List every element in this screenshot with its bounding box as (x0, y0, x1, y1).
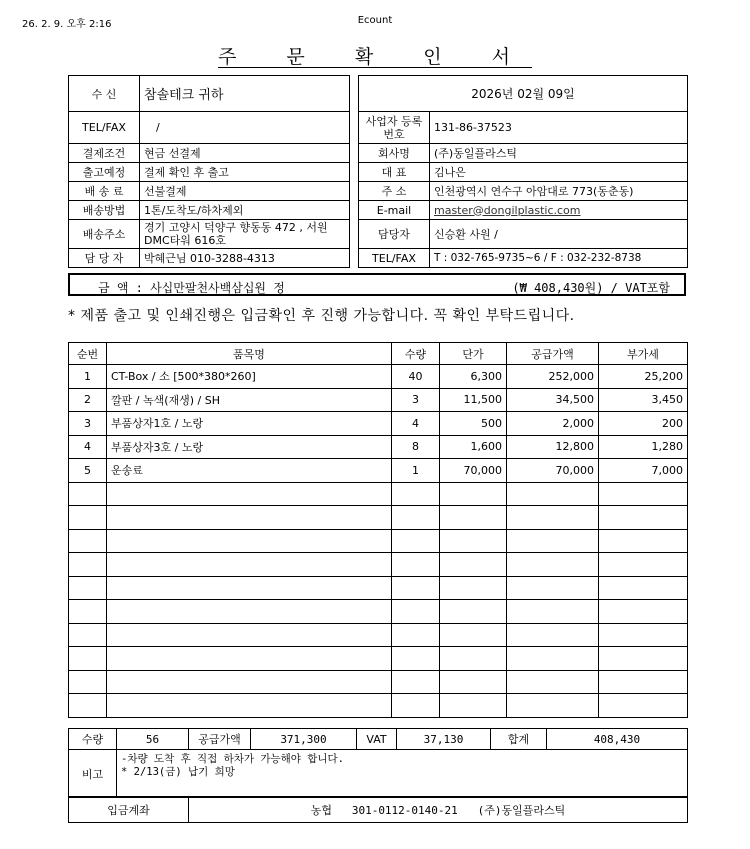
empty-table-row (69, 647, 688, 671)
empty-cell (392, 670, 440, 694)
item-name: 깔판 / 녹색(재생) / SH (107, 388, 392, 412)
empty-cell (107, 694, 392, 718)
table-row (69, 459, 688, 483)
supply-total-value: 371,300 (251, 729, 357, 750)
item-vat: 1,280 (599, 435, 688, 459)
payment-label: 결제조건 (69, 144, 140, 163)
addr-value: 인천광역시 연수구 아암대로 773(동춘동) (430, 182, 688, 201)
empty-cell (69, 529, 107, 553)
shipping-plan-value: 결제 확인 후 출고 (140, 163, 350, 182)
empty-table-row (69, 623, 688, 647)
item-vat: 7,000 (599, 459, 688, 483)
empty-cell (507, 553, 599, 577)
app-name: Ecount (357, 15, 393, 26)
telfax-value: / (140, 112, 350, 144)
empty-table-row (69, 576, 688, 600)
item-unit-price: 1,600 (440, 435, 507, 459)
notice-text: * 제품 출고 및 인쇄진행은 입금확인 후 진행 가능합니다. 꼭 확인 부탁드립니다. (68, 308, 575, 324)
empty-cell (599, 647, 688, 671)
empty-cell (107, 553, 392, 577)
item-unit-price: 500 (440, 412, 507, 436)
empty-cell (507, 482, 599, 506)
empty-cell (392, 506, 440, 530)
empty-cell (507, 529, 599, 553)
empty-cell (69, 576, 107, 600)
bank-account: 농협 301-0112-0140-21 (주)동일플라스틱 (189, 797, 688, 823)
empty-cell (507, 600, 599, 624)
telfax-label: TEL/FAX (69, 112, 140, 144)
bank-label: 입금계좌 (69, 797, 189, 823)
address-label: 배송주소 (69, 220, 140, 249)
print-timestamp: 26. 2. 9. 오후 2:16 (22, 19, 112, 30)
bizno-value: 131-86-37523 (430, 112, 688, 144)
empty-cell (69, 506, 107, 530)
col-header: 단가 (440, 343, 507, 365)
item-vat: 25,200 (599, 365, 688, 389)
row-number: 5 (69, 459, 107, 483)
col-header: 품목명 (107, 343, 392, 365)
recipient-table (68, 75, 350, 268)
empty-table-row (69, 482, 688, 506)
amount-words: 금 액 : 사십만팔천사백삼십원 정 (98, 281, 285, 295)
empty-cell (69, 600, 107, 624)
to-value: 참솔테크 귀하 (140, 76, 350, 112)
table-row (69, 365, 688, 389)
vat-total-value: 37,130 (397, 729, 491, 750)
empty-cell (599, 506, 688, 530)
item-name: CT-Box / 소 [500*380*260] (107, 365, 392, 389)
item-qty: 4 (392, 412, 440, 436)
qty-total-value: 56 (117, 729, 189, 750)
empty-table-row (69, 694, 688, 718)
empty-cell (599, 529, 688, 553)
empty-cell (107, 647, 392, 671)
item-unit-price: 70,000 (440, 459, 507, 483)
col-header: 순번 (69, 343, 107, 365)
empty-table-row (69, 670, 688, 694)
empty-cell (392, 482, 440, 506)
amount-box (68, 273, 686, 296)
table-row (69, 435, 688, 459)
remarks-line-2: * 2/13(금) 납기 희망 (121, 766, 235, 778)
empty-cell (392, 600, 440, 624)
items-table (68, 342, 688, 718)
col-header: 부가세 (599, 343, 688, 365)
sum-total-label: 합계 (491, 729, 547, 750)
empty-cell (599, 482, 688, 506)
amount-number: (₩ 408,430원) / VAT포함 (512, 281, 670, 295)
email-label: E-mail (359, 201, 430, 220)
col-header: 공급가액 (507, 343, 599, 365)
empty-cell (392, 647, 440, 671)
row-number: 1 (69, 365, 107, 389)
empty-table-row (69, 600, 688, 624)
empty-table-row (69, 529, 688, 553)
empty-cell (440, 506, 507, 530)
item-qty: 1 (392, 459, 440, 483)
empty-cell (107, 670, 392, 694)
empty-cell (599, 694, 688, 718)
empty-cell (440, 482, 507, 506)
addr-label: 주 소 (359, 182, 430, 201)
row-number: 4 (69, 435, 107, 459)
delivery-method-label: 배송방법 (69, 201, 140, 220)
item-unit-price: 11,500 (440, 388, 507, 412)
delivery-fee-value: 선불결제 (140, 182, 350, 201)
item-qty: 40 (392, 365, 440, 389)
item-supply: 252,000 (507, 365, 599, 389)
empty-cell (392, 694, 440, 718)
empty-cell (507, 670, 599, 694)
supplier-telfax-value: T : 032-765-9735~6 / F : 032-232-8738 (430, 249, 688, 268)
col-header: 수량 (392, 343, 440, 365)
manager-label: 담당자 (359, 220, 430, 249)
item-supply: 12,800 (507, 435, 599, 459)
empty-cell (107, 576, 392, 600)
empty-cell (599, 576, 688, 600)
table-row (69, 412, 688, 436)
empty-cell (507, 647, 599, 671)
company-label: 회사명 (359, 144, 430, 163)
to-label: 수 신 (69, 76, 140, 112)
document-title: 주 문 확 인 서 (218, 46, 532, 68)
item-supply: 2,000 (507, 412, 599, 436)
empty-cell (107, 482, 392, 506)
empty-cell (107, 600, 392, 624)
empty-cell (440, 694, 507, 718)
delivery-fee-label: 배 송 료 (69, 182, 140, 201)
row-number: 3 (69, 412, 107, 436)
empty-cell (440, 600, 507, 624)
item-qty: 8 (392, 435, 440, 459)
shipping-plan-label: 출고예정 (69, 163, 140, 182)
empty-cell (440, 576, 507, 600)
empty-cell (440, 670, 507, 694)
item-supply: 70,000 (507, 459, 599, 483)
page-title (0, 42, 750, 69)
table-row (69, 388, 688, 412)
contact-label: 담 당 자 (69, 249, 140, 268)
empty-cell (507, 694, 599, 718)
contact-value: 박혜근님 010-3288-4313 (140, 249, 350, 268)
empty-cell (107, 506, 392, 530)
empty-cell (107, 529, 392, 553)
empty-cell (599, 553, 688, 577)
empty-table-row (69, 506, 688, 530)
empty-table-row (69, 553, 688, 577)
empty-cell (69, 482, 107, 506)
empty-cell (599, 670, 688, 694)
item-name: 부품상자1호 / 노랑 (107, 412, 392, 436)
empty-cell (107, 623, 392, 647)
email-link[interactable]: master@dongilplastic.com (434, 203, 581, 217)
remarks-label: 비고 (69, 750, 117, 798)
empty-cell (440, 553, 507, 577)
item-unit-price: 6,300 (440, 365, 507, 389)
supplier-telfax-label: TEL/FAX (359, 249, 430, 268)
empty-cell (392, 623, 440, 647)
bank-table (68, 796, 688, 823)
empty-cell (69, 694, 107, 718)
empty-cell (440, 647, 507, 671)
address-value: 경기 고양시 덕양구 향동동 472 , 서원 DMC타워 616호 (140, 220, 350, 249)
empty-cell (69, 647, 107, 671)
empty-cell (69, 553, 107, 577)
item-name: 운송료 (107, 459, 392, 483)
empty-cell (440, 529, 507, 553)
empty-cell (507, 576, 599, 600)
empty-cell (69, 623, 107, 647)
ceo-label: 대 표 (359, 163, 430, 182)
ceo-value: 김나은 (430, 163, 688, 182)
payment-value: 현금 선결제 (140, 144, 350, 163)
item-qty: 3 (392, 388, 440, 412)
totals-table (68, 728, 688, 798)
item-supply: 34,500 (507, 388, 599, 412)
supply-total-label: 공급가액 (189, 729, 251, 750)
company-value: (주)동일플라스틱 (430, 144, 688, 163)
bizno-label: 사업자 등록번호 (359, 112, 430, 144)
remarks-line-1: -차량 도착 후 직접 하차가 가능해야 합니다. (121, 753, 345, 765)
items-header-row (69, 343, 688, 365)
item-vat: 200 (599, 412, 688, 436)
empty-cell (507, 506, 599, 530)
qty-total-label: 수량 (69, 729, 117, 750)
empty-cell (440, 623, 507, 647)
empty-cell (599, 600, 688, 624)
manager-value: 신승환 사원 / (430, 220, 688, 249)
empty-cell (392, 529, 440, 553)
empty-cell (392, 576, 440, 600)
vat-total-label: VAT (357, 729, 397, 750)
empty-cell (69, 670, 107, 694)
issue-date: 2026년 02월 09일 (359, 76, 688, 112)
supplier-table (358, 75, 688, 268)
empty-cell (392, 553, 440, 577)
row-number: 2 (69, 388, 107, 412)
empty-cell (507, 623, 599, 647)
item-name: 부품상자3호 / 노랑 (107, 435, 392, 459)
sum-total-value: 408,430 (547, 729, 688, 750)
item-vat: 3,450 (599, 388, 688, 412)
empty-cell (599, 623, 688, 647)
delivery-method-value: 1톤/도착도/하차제외 (140, 201, 350, 220)
